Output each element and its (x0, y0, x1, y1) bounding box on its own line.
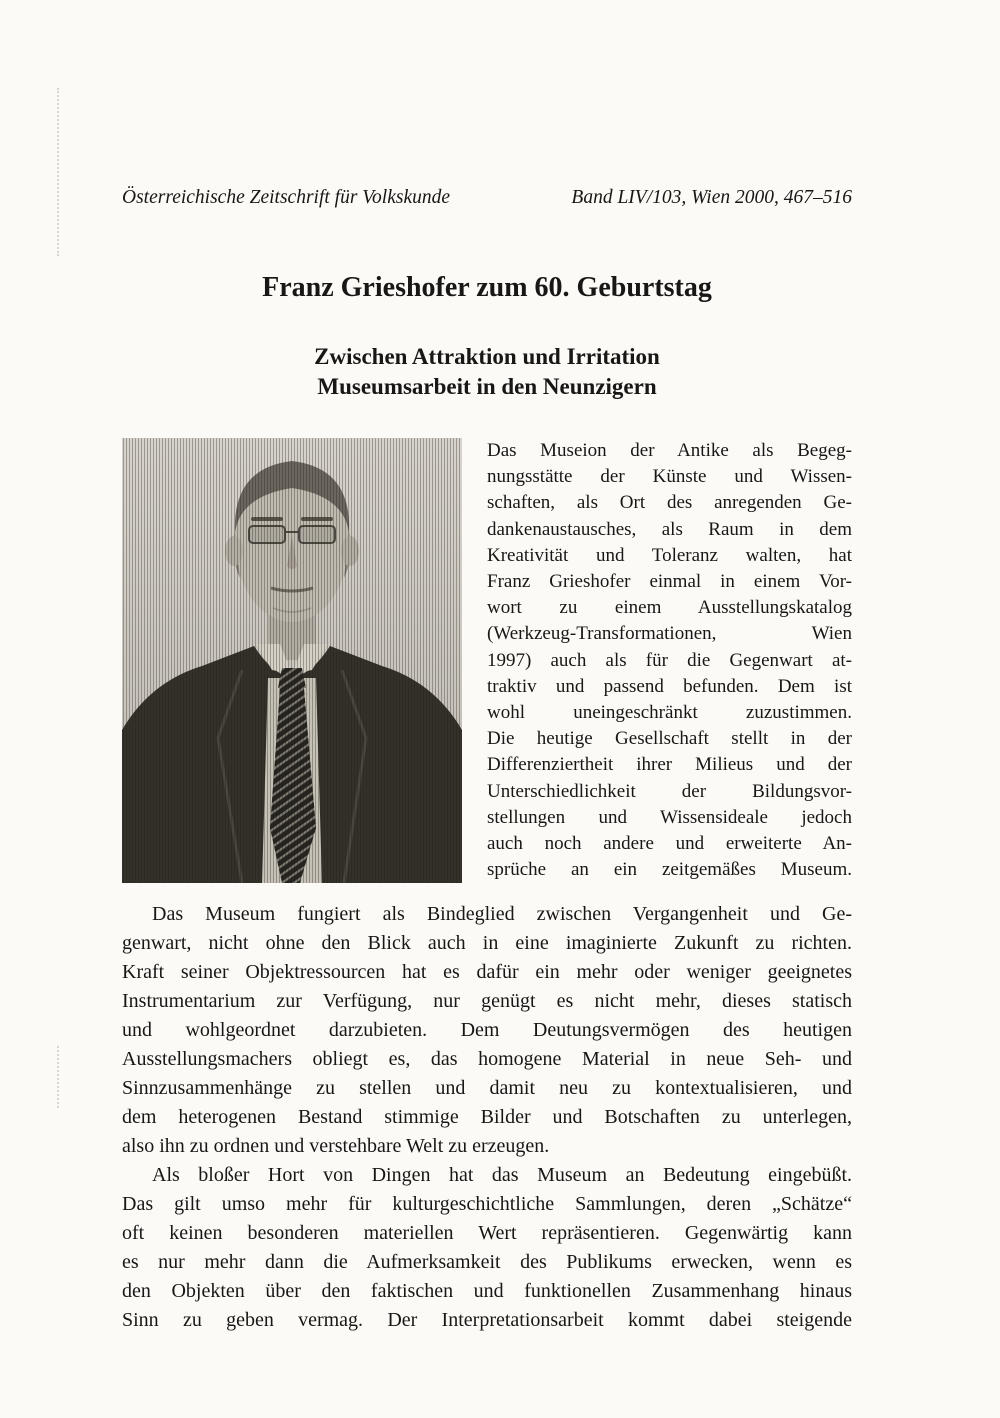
text-line: Als bloßer Hort von Dingen hat das Museum an Bedeutung eingebüßt. (152, 1164, 852, 1187)
text-line: Das gilt umso mehr für kulturgeschichtliche Sammlungen, deren „Schätze“ (122, 1193, 852, 1216)
text-line: Franz Grieshofer einmal in einem Vor- (487, 571, 852, 593)
issue-info: Band LIV/103, Wien 2000, 467–516 (571, 187, 852, 208)
text-line: Die heutige Gesellschaft stellt in der (487, 728, 852, 750)
paragraph-3 (122, 1161, 852, 1335)
page-content (122, 0, 852, 1335)
text-line: also ihn zu ordnen und verstehbare Welt zu erzeugen. (122, 1135, 550, 1158)
text-line: Differenziertheit ihrer Milieus und der (487, 754, 852, 776)
article-title: Franz Grieshofer zum 60. Geburtstag (262, 272, 712, 303)
text-line: schaften, als Ort des anregenden Ge- (487, 492, 852, 514)
text-line: Kreativität und Toleranz walten, hat (487, 544, 852, 566)
text-line: Das Museion der Antike als Begeg- (487, 440, 852, 461)
journal-header (122, 186, 852, 210)
text-line: sprüche an ein zeitgemäßes Museum. (487, 859, 852, 881)
intro-section (122, 438, 852, 883)
text-line: genwart, nicht ohne den Blick auch in eine imaginierte Zukunft zu richten. (122, 932, 852, 955)
text-line: nungsstätte der Künste und Wissen- (487, 466, 852, 488)
text-line: wohl uneingeschränkt zuzustimmen. (487, 702, 852, 724)
article-subtitle (122, 342, 852, 402)
text-line: Sinnzusammenhänge zu stellen und damit neu zu kontextualisieren, und (122, 1077, 852, 1100)
text-line: auch noch andere und erweiterte An- (487, 833, 852, 855)
text-line: es nur mehr dann die Aufmerksamkeit des Publikums erwecken, wenn es (122, 1251, 852, 1274)
text-line: oft keinen besonderen materiellen Wert repräsentieren. Gegenwärtig kann (122, 1222, 852, 1245)
portrait-photo (122, 438, 462, 883)
text-line: dankenaustausches, als Raum in dem (487, 518, 852, 540)
text-line: Unterschiedlichkeit der Bildungsvor- (487, 780, 852, 802)
text-line: stellungen und Wissensideale jedoch (487, 806, 852, 828)
text-line: Instrumentarium zur Verfügung, nur genügt es nicht mehr, dieses statisch (122, 990, 852, 1013)
portrait-photo-image (122, 438, 462, 883)
text-line: Sinn zu geben vermag. Der Interpretationsarbeit kommt dabei steigende (122, 1309, 852, 1332)
scan-artifact-line (57, 88, 59, 256)
text-line: Das Museum fungiert als Bindeglied zwischen Vergangenheit und Ge- (152, 903, 852, 926)
journal-title: Österreichische Zeitschrift für Volkskunde (122, 187, 451, 208)
text-line: traktiv und passend befunden. Dem ist (487, 675, 852, 697)
paragraph-2 (122, 900, 852, 1161)
text-line: und wohlgeordnet darzubieten. Dem Deutungsvermögen des heutigen (122, 1019, 852, 1042)
text-line: dem heterogenen Bestand stimmige Bilder und Botschaften zu unterlegen, (122, 1106, 852, 1129)
subtitle-line-2: Museumsarbeit in den Neunzigern (317, 374, 657, 399)
intro-paragraph (487, 438, 852, 883)
text-line: 1997) auch als für die Gegenwart at- (487, 649, 852, 671)
text-line: Kraft seiner Objektressourcen hat es dafür ein mehr oder weniger geeignetes (122, 961, 852, 984)
scan-artifact-line (57, 1046, 59, 1108)
text-line: Ausstellungsmachers obliegt es, das homogene Material in neue Seh- und (122, 1048, 852, 1071)
subtitle-line-1: Zwischen Attraktion und Irritation (314, 344, 660, 369)
text-line: wort zu einem Ausstellungskatalog (487, 597, 852, 619)
text-line: den Objekten über den faktischen und funktionellen Zusammenhang hinaus (122, 1280, 852, 1303)
text-line: (Werkzeug-Transformationen, Wien (487, 623, 852, 645)
